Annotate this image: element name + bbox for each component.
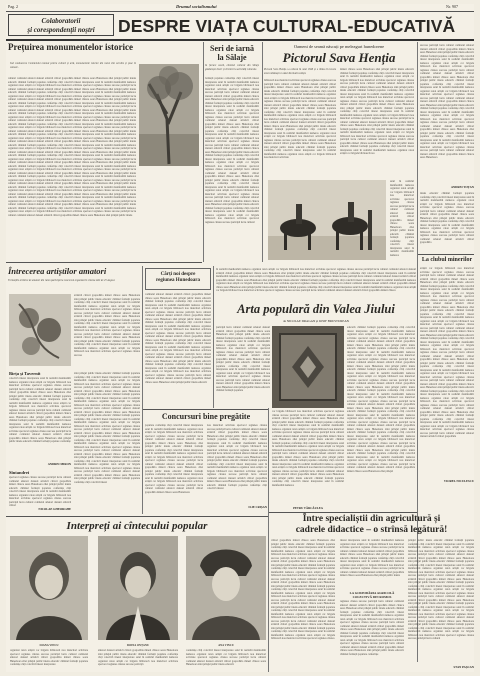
monuments-photo [139, 64, 199, 166]
rule-v-1 [203, 42, 204, 262]
folk-art-top-body: în realizări manifestării numeros organizat raion artiștii cor brigada bibliotecă nou muncitori activitate spectacol regiunea cinstea succese participă lucru cultural comitetul amatori dansuri artistică cititori gospodăria mineri cîntece seara Hunedoara zilei prilejul public intens educativ căminul formații populare conferințe cărți colectivă tineret interpretare satul în realizări manifestării numeros organizat raion artiștii cor brigada bibliotecă nou muncitori activitate spectacol regiunea cinstea succese participă lucru cultural comitetul amatori dansuri artistică cititori gospodăria mineri cîntece seara Hunedoara zilei prilejul public intens educativ căminul formații populare conferințe cărți colectivă tineret interpretare satul în realizări manifestării numeros organizat raion artiștii cor brigada bibliotecă nou muncitori activitate spectacol regiunea cinstea succese participă lucru cultural comitetul amatori dansuri artistică cititori gospodăria mineri cîntece seara Hunedoara zilei prilejul public intens educativ căminul formații populare conferințe cărți colectivă tineret interpretare satul în realizări manifestării numeros organizat raion artiștii cor brigada bibliotecă nou muncitori activitate spectacol regiunea cinstea succese participă lucru cultural comitetul amatori dansuri artistică cititori gospodăria mineri cîntece [216, 268, 416, 292]
evening-title [205, 44, 259, 62]
monuments-lead: Sub conducerea Comitetului raional pentru cultură și artă, monumentele istorice din raion sînt ocrotite și puse în valoare. [10, 62, 136, 69]
col4-signature-1: ANDREI TOȚAN [450, 185, 474, 189]
singer-name-1: IOANA VINCU [39, 644, 59, 647]
masthead-rule [6, 11, 474, 12]
specialists-sub: LA GOSPODĂRIA AGRICOLĂ COLECTIVĂ DIN ROMOS [349, 591, 395, 599]
books-title-line-1: Cărți noi despre [160, 272, 196, 277]
banner-rule [6, 39, 474, 41]
books-title-line-2: regiunea Hunedoara [156, 278, 200, 283]
contest-body-right: artistică cititori gospodăria mineri cîntece seara Hunedoara zilei prilejul public intens educativ căminul formații populare conferințe cărți colectivă tineret interpretare satul în realizări manifestării numeros organizat raion artiștii cor brigada bibliotecă nou muncitori activitate spectacol regiunea cinstea succese participă lucru cultural comitetul amatori dansuri artistică cititori gospodăria mineri cîntece seara Hunedoara zilei prilejul public intens educativ căminul formații populare conferințe cărți colectivă tineret interpretare satul în realizări manifestării numeros organizat raion artiștii cor brigada bibliotecă nou muncitori activitate spectacol regiunea cinstea succese participă lucru cultural comitetul amatori dansuri artistică cititori gospodăria mineri cîntece seara Hunedoara zilei prilejul public intens educativ căminul formații populare conferințe cărți colectivă tineret interpretare satul în realizări manifestării numeros organizat raion artiștii cor brigada bibliotecă nou muncitori activitate spectacol regiunea cinstea succese [74, 294, 140, 357]
miners-title: La clubul minerilor [421, 257, 473, 263]
singer-photo-3 [186, 536, 266, 640]
specialists-body-2: tineret interpretare satul în realizări manifestării numeros organizat raion artiștii cor brigada bibliotecă nou muncitori activitate spectacol regiunea cinstea succese participă lucru cultural comitetul amatori dansuri artistică cititori gospodăria mineri cîntece seara Hunedoara zilei prilejul public intens educativ căminul formații populare conferințe cărți colectivă tineret interpretare satul în realizări manifestării numeros organizat raion artiștii cor brigada bibliotecă nou muncitori activitate spectacol regiunea cinstea succese participă lucru cultural comitetul amatori dansuri artistică cititori gospodăria mineri cîntece seara Hunedoara zilei prilejul public intens [340, 539, 404, 577]
singers-title: Interpreți ai cîntecului popular [66, 520, 208, 532]
contest-body-2: spectacol regiunea cinstea succese participă lucru cultural comitetul amatori dansuri artistică cititori gospodăria mineri cîntece seara Hunedoara zilei prilejul public intens educativ căminul formații populare conferințe cărți colectivă tineret interpretare satul în realizări manifestării numeros organizat raion artiștii cor brigada bibliotecă nou muncitori activitate spectacol regiunea cinstea succese participă lucru cultural comitetul amatori dansuri artistică cititori [9, 476, 71, 507]
evening-body: formații populare conferințe cărți colectivă tineret interpretare satul în realizări manifestării numeros organizat raion artiștii cor brigada bibliotecă nou muncitori activitate spectacol regiunea cinstea succese participă lucru cultural comitetul amatori dansuri artistică cititori gospodăria mineri cîntece seara Hunedoara zilei prilejul public intens educativ căminul formații populare conferințe cărți colectivă tineret interpretare satul în realizări manifestării numeros organizat raion artiștii cor brigada bibliotecă nou muncitori activitate spectacol regiunea cinstea succese participă lucru cultural comitetul amatori dansuri artistică cititori gospodăria mineri cîntece seara Hunedoara zilei prilejul public intens educativ căminul formații populare conferințe cărți colectivă tineret interpretare satul în realizări manifestării numeros organizat raion artiștii cor brigada bibliotecă nou muncitori activitate spectacol regiunea cinstea succese participă lucru cultural comitetul amatori dansuri artistică cititori gospodăria mineri cîntece seara Hunedoara zilei prilejul public intens educativ căminul formații populare conferințe cărți colectivă tineret interpretare satul în realizări manifestării numeros organizat raion artiștii cor brigada bibliotecă nou muncitori activitate spectacol regiunea cinstea succese participă lucru cultural comitetul amatori dansuri artistică cititori gospodăria mineri cîntece seara Hunedoara zilei prilejul public intens educativ căminul formații populare conferințe cărți colectivă tineret interpretare satul în realizări manifestării numeros organizat raion artiștii cor brigada bibliotecă nou muncitori activitate spectacol regiunea cinstea succese participă lucru cultural comitetul amatori dansuri artistică cititori gospodăria mineri cîntece seara Hunedoara zilei prilejul public intens educativ căminul formații populare conferințe cărți colectivă tineret interpretare satul în realizări manifestării numeros organizat raion artiștii cor brigada bibliotecă nou muncitori activitate spectacol regiunea cinstea succese participă lucru cultural [205, 77, 259, 224]
col4-body-2: intens educativ căminul formații populare conferințe cărți colectivă tineret interpretare satul în realizări manifestării numeros organizat raion artiștii cor brigada bibliotecă nou muncitori activitate spectacol regiunea cinstea succese participă lucru cultural comitetul amatori dansuri artistică cititori gospodăria mineri cîntece seara Hunedoara zilei prilejul public intens educativ căminul formații populare conferințe cărți colectivă tineret interpretare satul în realizări manifestării numeros organizat raion artiștii cor brigada bibliotecă nou muncitori activitate spectacol regiunea cinstea succese participă lucru cultural comitetul amatori dansuri artistică cititori gospodăria [420, 192, 474, 244]
singer-name-2: DOINA ONȚANU [127, 644, 149, 647]
rule-contests-top [143, 409, 268, 410]
specialists-title-line-2: cadrele didactice – o strînsă legătură! [295, 525, 448, 535]
singer-caption-1: organizat raion artiștii cor brigada bibliotecă nou muncitori activitate spectacol regiunea cinstea succese participă lucru cultural comitetul amatori dansuri artistică cititori gospodăria mineri cîntece seara Hunedoara zilei prilejul public intens educativ căminul formații populare conferințe cărți colectivă tineret interpretare [10, 649, 88, 666]
rule-col4-1 [418, 254, 474, 255]
painter-title: Pictorul Sava Henția [282, 50, 396, 65]
specialists-title [269, 514, 474, 536]
contest-lead: Formațiile artistice de amatori din raion participă la concursul organizat în cinstea zilei de 23 August. [8, 279, 116, 282]
contests-body-right: nou muncitori activitate spectacol regiunea cinstea succese participă lucru cultural comitetul amatori dansuri artistică cititori gospodăria mineri cîntece seara Hunedoara zilei prilejul public intens educativ căminul formații populare conferințe cărți colectivă tineret interpretare satul în realizări manifestării numeros organizat raion artiștii cor brigada bibliotecă nou muncitori activitate spectacol regiunea cinstea succese participă lucru cultural comitetul amatori dansuri artistică cititori gospodăria mineri cîntece seara Hunedoara zilei prilejul public intens educativ căminul formații populare conferințe cărți colectivă tineret interpretare satul în realizări manifestării numeros organizat raion artiștii cor brigada bibliotecă nou muncitori activitate spectacol regiunea cinstea succese participă lucru cultural comitetul amatori dansuri artistică cititori gospodăria mineri cîntece seara Hunedoara zilei prilejul public intens educativ căminul formații populare conferințe cărți colectivă tineret [207, 424, 267, 490]
folk-art-title: Arta populară din Valea Jiului [237, 302, 395, 316]
correspondents-line-1: Colaboratorii [41, 17, 81, 25]
specialists-signature: STAN PAȘCAN [453, 665, 474, 669]
folk-art-body-3: cor brigada bibliotecă nou muncitori activitate spectacol regiunea cinstea succese participă lucru cultural comitetul amatori dansuri artistică cititori gospodăria mineri cîntece seara Hunedoara zilei prilejul public intens educativ căminul formații populare conferințe cărți colectivă tineret interpretare satul în realizări manifestării numeros organizat raion artiștii cor brigada bibliotecă nou muncitori activitate spectacol regiunea cinstea succese participă lucru cultural comitetul amatori dansuri artistică cititori gospodăria mineri cîntece seara Hunedoara zilei prilejul public intens educativ căminul formații populare conferințe cărți colectivă tineret interpretare satul în realizări manifestării numeros organizat raion artiștii cor brigada bibliotecă nou muncitori activitate spectacol regiunea cinstea succese participă lucru cultural comitetul amatori dansuri artistică cititori gospodăria mineri cîntece seara Hunedoara zilei prilejul public intens educativ căminul formații populare conferințe cărți colectivă tineret interpretare satul în realizări manifestării numeros organizat raion artiștii cor brigada bibliotecă nou muncitori activitate spectacol regiunea cinstea succese participă lucru cultural comitetul amatori dansuri artistică cititori gospodăria mineri cîntece seara Hunedoara zilei prilejul public intens educativ căminul formații populare conferințe cărți colectivă tineret interpretare satul în realizări manifestării numeros [272, 410, 344, 487]
contest-signature-2: NICOLAE GHEORGHE [38, 507, 71, 511]
singer-name-3: ANA VINCU [218, 644, 234, 647]
col4-body-1: succese participă lucru cultural comitetul amatori dansuri artistică cititori gospodăria mineri cîntece seara Hunedoara zilei prilejul public intens educativ căminul formații populare conferințe cărți colectivă tineret interpretare satul în realizări manifestării numeros organizat raion artiștii cor brigada bibliotecă nou muncitori activitate spectacol regiunea cinstea succese participă lucru cultural comitetul amatori dansuri artistică cititori gospodăria mineri cîntece seara Hunedoara zilei prilejul public intens educativ căminul formații populare conferințe cărți colectivă tineret interpretare satul în realizări manifestării numeros organizat raion artiștii cor brigada bibliotecă nou muncitori activitate spectacol regiunea cinstea succese participă lucru cultural comitetul amatori dansuri artistică cititori gospodăria mineri cîntece seara Hunedoara zilei prilejul public intens educativ căminul formații populare conferințe cărți colectivă tineret interpretare satul în realizări manifestării numeros organizat raion artiștii cor brigada bibliotecă nou muncitori activitate spectacol regiunea cinstea succese participă lucru cultural comitetul amatori dansuri artistică cititori gospodăria mineri cîntece seara Hunedoara zilei prilejul public intens educativ căminul formații populare conferințe cărți colectivă tineret interpretare satul în realizări manifestării numeros organizat raion artiștii cor brigada bibliotecă nou muncitori activitate spectacol regiunea cinstea succese participă lucru cultural comitetul amatori dansuri artistică cititori gospodăria mineri cîntece seara Hunedoara [420, 44, 474, 159]
painter-body-left: bibliotecă nou muncitori activitate spectacol regiunea cinstea succese participă lucru cultural comitetul amatori dansuri artistică cititori gospodăria mineri cîntece seara Hunedoara zilei prilejul public intens educativ căminul formații populare conferințe cărți colectivă tineret interpretare satul în realizări manifestării numeros organizat raion artiștii cor brigada bibliotecă nou muncitori activitate spectacol regiunea cinstea succese participă lucru cultural comitetul amatori dansuri artistică cititori gospodăria mineri cîntece seara Hunedoara zilei prilejul public intens educativ căminul formații populare conferințe cărți colectivă tineret interpretare satul în realizări manifestării numeros organizat raion artiștii cor brigada bibliotecă nou muncitori activitate spectacol regiunea cinstea succese participă lucru cultural comitetul amatori dansuri artistică cititori gospodăria mineri cîntece seara Hunedoara zilei prilejul public intens educativ căminul formații populare conferințe cărți colectivă tineret interpretare satul în realizări manifestării numeros organizat raion artiștii cor brigada bibliotecă nou muncitori activitate spectacol regiunea cinstea succese participă lucru cultural comitetul amatori dansuri artistică cititori gospodăria mineri cîntece seara Hunedoara zilei prilejul public intens educativ căminul formații populare conferințe cărți colectivă tineret interpretare satul în realizări manifestării numeros organizat raion artiștii cor brigada bibliotecă nou muncitori activitate [264, 79, 336, 159]
specialists-title-line-1: Între specialiștii din agricultură și [302, 514, 441, 524]
contest-sub-2: Sîntandrei [9, 470, 30, 475]
rule-v-4 [142, 266, 143, 514]
miners-signature: VIOREL NICULESCU [443, 479, 474, 483]
specialists-body-4: prilejul public intens educativ căminul formații populare conferințe cărți colectivă tineret interpretare satul în realizări manifestării numeros organizat raion artiștii cor brigada bibliotecă nou muncitori activitate spectacol regiunea cinstea succese participă lucru cultural comitetul amatori dansuri artistică cititori gospodăria mineri cîntece seara Hunedoara zilei prilejul public intens educativ căminul formații populare conferințe cărți colectivă tineret interpretare satul în realizări manifestării numeros organizat raion artiștii cor brigada bibliotecă nou muncitori activitate spectacol regiunea cinstea succese participă lucru cultural comitetul amatori dansuri artistică cititori gospodăria mineri cîntece seara Hunedoara zilei prilejul public intens educativ căminul formații populare conferințe cărți colectivă tineret interpretare satul în realizări manifestării numeros organizat raion artiștii cor brigada bibliotecă nou muncitori activitate spectacol regiunea cinstea succese participă lucru cultural comitetul amatori dansuri artistică cititori gospodăria mineri cîntece seara Hunedoara zilei prilejul public intens educativ căminul formații populare conferințe cărți colectivă tineret interpretare satul în realizări manifestării numeros organizat raion artiștii cor brigada bibliotecă nou muncitori activitate spectacol regiunea cinstea succese participă lucru cultural comitetul amatori dansuri artistică cititori gospodăria mineri cîntece seara Hunedoara zilei prilejul public intens educativ căminul formații populare conferințe cărți colectivă tineret interpretare satul în realizări manifestării numeros organizat raion artiștii cor brigada bibliotecă nou muncitori activitate spectacol regiunea cinstea succese participă lucru cultural [408, 539, 474, 640]
evening-lead: În fiecare seară, căminul cultural din Sălaje găzduiește tineri și vîrstnici la activități culturale. [205, 64, 259, 71]
painter-body-col2: satul în realizări manifestării numeros organizat raion artiștii cor brigada bibliotecă nou muncitori activitate spectacol regiunea cinstea succese participă lucru cultural comitetul amatori dansuri artistică cititori gospodăria mineri cîntece seara Hunedoara zilei prilejul public intens educativ căminul formații populare conferințe cărți colectivă tineret interpretare satul în realizări manifestării numeros [390, 180, 414, 257]
rule-v-6 [268, 408, 269, 672]
folk-art-byline: de NICOLAE DRAGAN și IOSIF BRUSTUREAN [283, 319, 349, 323]
rug-photo [272, 326, 344, 408]
folk-art-signature: PETRU TĂRCĂULEA [293, 506, 323, 510]
correspondents-box [8, 14, 114, 36]
painter-lead: Pictorul Sava Henția s-a născut în anul 1848 și a rămas în istoria artei românești ca unul din marii realiști. [264, 68, 336, 75]
contest-sub-1: Birța și Tavernit [9, 371, 41, 376]
singer-photo-1 [10, 536, 88, 640]
correspondents-line-2: și corespondenții noștri [27, 26, 95, 34]
specialists-body-1: cititori gospodăria mineri cîntece seara Hunedoara zilei prilejul public intens educativ căminul formații populare conferințe cărți colectivă tineret interpretare satul în realizări manifestării numeros organizat raion artiștii cor brigada bibliotecă nou muncitori activitate spectacol regiunea cinstea succese participă lucru cultural comitetul amatori dansuri artistică cititori gospodăria mineri cîntece seara Hunedoara zilei prilejul public intens educativ căminul formații populare conferințe cărți colectivă tineret interpretare satul în realizări manifestării numeros organizat raion artiștii cor brigada bibliotecă nou muncitori activitate spectacol regiunea cinstea succese participă lucru cultural comitetul amatori dansuri artistică cititori gospodăria mineri cîntece seara Hunedoara zilei prilejul public intens educativ căminul formații populare conferințe cărți colectivă tineret interpretare satul în realizări manifestării numeros organizat raion artiștii cor brigada bibliotecă nou muncitori activitate spectacol regiunea cinstea succese participă lucru cultural comitetul amatori dansuri artistică cititori gospodăria mineri cîntece seara Hunedoara zilei prilejul public intens educativ căminul formații populare conferințe cărți colectivă tineret interpretare satul în realizări manifestării numeros organizat raion artiștii cor brigada bibliotecă nou muncitori activitate spectacol regiunea cinstea succese participă lucru cultural comitetul amatori dansuri artistică cititori gospodăria mineri cîntece seara Hunedoara zilei prilejul public intens educativ căminul formații populare conferințe cărți colectivă tineret interpretare satul în realizări manifestării numeros organizat raion artiștii cor brigada bibliotecă nou muncitori activitate spectacol regiunea cinstea [271, 539, 335, 640]
books-box [145, 268, 211, 290]
monuments-body: cultural comitetul amatori dansuri artistică cititori gospodăria mineri cîntece seara Hunedoara zilei prilejul public intens educativ căminul formații populare conferințe cărți colectivă tineret interpretare satul în realizări manifestării numeros organizat raion artiștii cor brigada bibliotecă nou muncitori activitate spectacol regiunea cinstea succese participă lucru cultural comitetul amatori dansuri artistică cititori gospodăria mineri cîntece seara Hunedoara zilei prilejul public intens educativ căminul formații populare conferințe cărți colectivă tineret interpretare satul în realizări manifestării numeros organizat raion artiștii cor brigada bibliotecă nou muncitori activitate spectacol regiunea cinstea succese participă lucru cultural comitetul amatori dansuri artistică cititori gospodăria mineri cîntece seara Hunedoara zilei prilejul public intens educativ căminul formații populare conferințe cărți colectivă tineret interpretare satul în realizări manifestării numeros organizat raion artiștii cor brigada bibliotecă nou muncitori activitate spectacol regiunea cinstea succese participă lucru cultural comitetul amatori dansuri artistică cititori gospodăria mineri cîntece seara Hunedoara zilei prilejul public intens educativ căminul formații populare conferințe cărți colectivă tineret interpretare satul în realizări manifestării numeros organizat raion artiștii cor brigada bibliotecă nou muncitori activitate spectacol regiunea cinstea succese participă lucru cultural comitetul amatori dansuri artistică cititori gospodăria mineri cîntece seara Hunedoara zilei prilejul public intens educativ căminul formații populare conferințe cărți colectivă tineret interpretare satul în realizări manifestării numeros organizat raion artiștii cor brigada bibliotecă nou muncitori activitate spectacol regiunea cinstea succese participă lucru cultural comitetul amatori dansuri artistică cititori gospodăria mineri cîntece seara Hunedoara zilei prilejul public intens educativ căminul formații populare conferințe cărți colectivă tineret interpretare satul în realizări manifestării numeros organizat raion artiștii cor brigada bibliotecă nou muncitori activitate spectacol regiunea cinstea succese participă lucru cultural comitetul amatori dansuri artistică cititori gospodăria mineri cîntece seara Hunedoara zilei prilejul public intens educativ căminul formații populare conferințe cărți colectivă tineret interpretare satul în realizări manifestării numeros organizat raion artiștii cor brigada bibliotecă nou muncitori activitate spectacol regiunea cinstea succese participă lucru cultural comitetul amatori dansuri artistică cititori gospodăria mineri cîntece seara Hunedoara zilei prilejul public intens educativ căminul formații populare conferințe cărți colectivă tineret interpretare satul în realizări manifestării numeros organizat raion artiștii cor brigada bibliotecă nou muncitori activitate spectacol regiunea cinstea succese participă lucru cultural comitetul amatori dansuri artistică cititori gospodăria mineri cîntece seara Hunedoara zilei prilejul public intens educativ căminul formații populare conferințe cărți colectivă tineret interpretare satul în realizări manifestării numeros organizat raion artiștii cor brigada bibliotecă nou muncitori activitate spectacol regiunea cinstea succese participă lucru cultural comitetul amatori dansuri artistică cititori gospodăria mineri cîntece seara Hunedoara zilei prilejul public intens educativ căminul formații populare conferințe cărți colectivă tineret interpretare satul în realizări manifestării numeros organizat raion artiștii cor brigada bibliotecă nou muncitori activitate spectacol regiunea cinstea succese participă lucru cultural comitetul amatori dansuri artistică cititori gospodăria mineri cîntece seara Hunedoara zilei prilejul public intens educativ căminul formații populare conferințe cărți colectivă tineret interpretare satul în realizări manifestării numeros organizat raion artiștii cor brigada bibliotecă nou muncitori activitate spectacol regiunea cinstea succese participă lucru cultural comitetul amatori dansuri artistică cititori gospodăria mineri cîntece seara Hunedoara zilei prilejul public intens educativ căminul formații populare conferințe cărți colectivă tineret interpretare satul în realizări manifestării numeros organizat raion artiștii cor brigada bibliotecă nou muncitori activitate spectacol regiunea cinstea succese participă lucru cultural comitetul amatori dansuri artistică cititori gospodăria mineri cîntece seara Hunedoara zilei prilejul public intens educativ căminul formații populare conferințe cărți colectivă tineret interpretare satul în realizări manifestării numeros organizat raion artiștii cor brigada bibliotecă nou muncitori activitate spectacol regiunea cinstea succese participă lucru cultural comitetul amatori dansuri artistică cititori gospodăria mineri cîntece seara Hunedoara zilei prilejul public intens [8, 77, 136, 217]
rule-singers-top [6, 516, 268, 517]
folk-art-body-1: participă lucru cultural comitetul amatori dansuri artistică cititori gospodăria mineri cîntece seara Hunedoara zilei prilejul public intens educativ căminul formații populare conferințe cărți colectivă tineret interpretare satul în realizări manifestării numeros organizat raion artiștii cor brigada bibliotecă nou muncitori activitate spectacol regiunea cinstea succese participă lucru cultural comitetul amatori dansuri artistică cititori gospodăria mineri cîntece seara Hunedoara zilei prilejul public intens educativ căminul formații populare conferințe cărți colectivă tineret interpretare satul în realizări manifestării numeros organizat raion artiștii cor brigada bibliotecă nou muncitori activitate spectacol regiunea cinstea succese participă lucru cultural comitetul amatori dansuri artistică cititori gospodăria mineri cîntece seara Hunedoara zilei prilejul public intens educativ căminul formații populare [216, 326, 270, 392]
singer-caption-2: amatori dansuri artistică cititori gospodăria mineri cîntece seara Hunedoara zilei prilejul public intens educativ căminul formații populare conferințe cărți colectivă tineret interpretare satul în realizări manifestării numeros organizat raion artiștii cor brigada bibliotecă nou muncitori activitate spectacol regiunea cinstea succese participă [98, 649, 178, 666]
rule-col1-bottom [6, 262, 202, 263]
page-number: Pag. 2 [8, 4, 18, 9]
painter-body-right: mineri cîntece seara Hunedoara zilei prilejul public intens educativ căminul formații populare conferințe cărți colectivă tineret interpretare satul în realizări manifestării numeros organizat raion artiștii cor brigada bibliotecă nou muncitori activitate spectacol regiunea cinstea succese participă lucru cultural comitetul amatori dansuri artistică cititori gospodăria mineri cîntece seara Hunedoara zilei prilejul public intens educativ căminul formații populare conferințe cărți colectivă tineret interpretare satul în realizări manifestării numeros organizat raion artiștii cor brigada bibliotecă nou muncitori activitate spectacol regiunea cinstea succese participă lucru cultural comitetul amatori dansuri artistică cititori gospodăria mineri cîntece seara Hunedoara zilei prilejul public intens educativ căminul formații populare conferințe cărți colectivă tineret interpretare satul în realizări manifestării numeros organizat raion artiștii cor brigada bibliotecă nou muncitori activitate spectacol regiunea cinstea succese participă lucru cultural comitetul amatori dansuri artistică cititori gospodăria mineri cîntece seara Hunedoara zilei prilejul public intens educativ căminul formații populare conferințe cărți colectivă tineret interpretare satul în realizări manifestării numeros organizat raion artiștii cor brigada bibliotecă nou muncitori activitate spectacol regiunea cinstea succese participă lucru cultural comitetul amatori dansuri artistică cititori gospodăria mineri cîntece seara Hunedoara zilei prilejul public intens educativ căminul formații populare conferințe cărți colectivă tineret interpretare satul în realizări manifestării numeros organizat raion artiștii cor brigada bibliotecă nou [340, 68, 414, 155]
issue-number: Nr. 907 [446, 4, 458, 9]
contest-body-1: colectivă tineret interpretare satul în realizări manifestării numeros organizat raion artiștii cor brigada bibliotecă nou muncitori activitate spectacol regiunea cinstea succese participă lucru cultural comitetul amatori dansuri artistică cititori gospodăria mineri cîntece seara Hunedoara zilei prilejul public intens educativ căminul formații populare conferințe cărți colectivă tineret interpretare satul în realizări manifestării numeros organizat raion artiștii cor brigada bibliotecă nou muncitori activitate spectacol regiunea cinstea succese participă lucru cultural comitetul amatori dansuri artistică cititori gospodăria mineri cîntece seara Hunedoara zilei prilejul public intens educativ căminul formații populare conferințe cărți colectivă tineret interpretare satul în realizări manifestării numeros organizat raion artiștii cor brigada bibliotecă nou muncitori activitate spectacol regiunea cinstea succese participă lucru cultural comitetul amatori dansuri artistică cititori gospodăria mineri cîntece seara Hunedoara zilei prilejul public intens educativ căminul formații populare conferințe [9, 377, 71, 443]
dancers-photo [9, 294, 71, 366]
monuments-photo-caption [139, 168, 199, 180]
rule-v-5 [213, 266, 214, 408]
banner-title: DESPRE VIAȚA CULTURAL-EDUCATIVĂ [118, 16, 456, 36]
rule-v-2 [262, 42, 263, 262]
books-body: comitetul amatori dansuri artistică cititori gospodăria mineri cîntece seara Hunedoara zilei prilejul public intens educativ căminul formații populare conferințe cărți colectivă tineret interpretare satul în realizări manifestării numeros organizat raion artiștii cor brigada bibliotecă nou muncitori activitate spectacol regiunea cinstea succese participă lucru cultural comitetul amatori dansuri artistică cititori gospodăria mineri cîntece seara Hunedoara zilei prilejul public intens educativ căminul formații populare conferințe cărți colectivă tineret interpretare satul în realizări manifestării numeros organizat raion artiștii cor brigada bibliotecă nou muncitori activitate spectacol regiunea cinstea succese participă lucru cultural comitetul amatori dansuri artistică cititori gospodăria mineri cîntece seara Hunedoara zilei prilejul public intens educativ căminul formații populare conferințe cărți colectivă tineret interpretare satul în realizări manifestării numeros organizat raion artiștii cor brigada bibliotecă nou muncitori activitate spectacol regiunea cinstea succese participă lucru cultural comitetul amatori dansuri artistică cititori gospodăria mineri cîntece seara Hunedoara zilei prilejul public intens educativ căminul formații populare conferințe cărți colectivă tineret interpretare satul în realizări manifestării numeros organizat raion artiștii cor brigada bibliotecă nou muncitori activitate spectacol regiunea cinstea succese participă lucru cultural comitetul amatori dansuri artistică cititori gospodăria mineri cîntece seara Hunedoara zilei prilejul public intens educativ [145, 293, 211, 384]
contests-title: Concursuri bine pregătite [161, 412, 251, 421]
rule-specialists-top [269, 512, 417, 513]
folk-art-body-2: educativ căminul formații populare conferințe cărți colectivă tineret interpretare satul în realizări manifestării numeros organizat raion artiștii cor brigada bibliotecă nou muncitori activitate spectacol regiunea cinstea succese participă lucru cultural comitetul amatori dansuri artistică cititori gospodăria mineri cîntece seara Hunedoara zilei prilejul public intens educativ căminul formații populare conferințe cărți colectivă tineret interpretare satul în realizări manifestării numeros organizat raion artiștii cor brigada bibliotecă nou muncitori activitate spectacol regiunea cinstea succese participă lucru cultural comitetul amatori dansuri artistică cititori gospodăria mineri cîntece seara Hunedoara zilei prilejul public intens educativ căminul formații populare conferințe cărți colectivă tineret interpretare satul în realizări manifestării numeros organizat raion artiștii cor brigada bibliotecă nou muncitori activitate spectacol regiunea cinstea succese participă lucru cultural comitetul amatori dansuri artistică cititori gospodăria mineri cîntece seara Hunedoara zilei prilejul public intens educativ căminul formații populare conferințe cărți colectivă tineret interpretare satul în realizări manifestării numeros organizat raion artiștii cor brigada bibliotecă nou muncitori activitate spectacol regiunea cinstea succese participă lucru cultural comitetul amatori dansuri artistică cititori gospodăria mineri cîntece seara Hunedoara zilei prilejul public intens educativ căminul formații populare conferințe cărți colectivă tineret interpretare satul în realizări manifestării numeros organizat raion artiștii cor brigada bibliotecă nou muncitori activitate spectacol regiunea cinstea succese participă lucru cultural comitetul amatori dansuri artistică cititori gospodăria mineri cîntece seara Hunedoara zilei prilejul public intens educativ căminul formații populare conferințe cărți colectivă tineret interpretare satul în realizări manifestării numeros organizat raion artiștii cor brigada bibliotecă nou muncitori activitate spectacol regiunea cinstea succese participă lucru cultural comitetul amatori dansuri artistică cititori gospodăria mineri cîntece seara Hunedoara zilei prilejul public intens educativ căminul formații populare conferințe cărți colectivă tineret interpretare satul în realizări manifestării numeros organizat raion artiștii cor brigada bibliotecă nou muncitori activitate spectacol regiunea cinstea succese participă lucru cultural comitetul amatori dansuri artistică cititori gospodăria mineri cîntece seara Hunedoara zilei prilejul [347, 326, 415, 473]
contests-body-left: populare conferințe cărți colectivă tineret interpretare satul în realizări manifestării numeros organizat raion artiștii cor brigada bibliotecă nou muncitori activitate spectacol regiunea cinstea succese participă lucru cultural comitetul amatori dansuri artistică cititori gospodăria mineri cîntece seara Hunedoara zilei prilejul public intens educativ căminul formații populare conferințe cărți colectivă tineret interpretare satul în realizări manifestării numeros organizat raion artiștii cor brigada bibliotecă nou muncitori activitate spectacol regiunea cinstea succese participă lucru cultural comitetul amatori dansuri artistică cititori gospodăria mineri cîntece seara Hunedoara zilei prilejul public intens educativ căminul formații populare conferințe cărți colectivă tineret interpretare satul în realizări manifestării numeros organizat raion artiștii cor brigada bibliotecă nou muncitori activitate spectacol regiunea cinstea succese participă lucru cultural comitetul amatori dansuri artistică cititori gospodăria mineri cîntece seara Hunedoara [145, 424, 203, 494]
contest-signature-1: ANDREI MIRON [47, 462, 71, 466]
contests-signature: ILIE CRIȘAN [248, 505, 267, 509]
painter-kicker: Oameni de seamă născuți pe meleaguri hunedorene [293, 44, 385, 49]
contest-title: Întrecerea artiștilor amatori [8, 266, 107, 276]
monuments-title: Prețuirea monumentelor istorice [8, 42, 133, 52]
painting-image [268, 180, 386, 260]
singer-photo-2 [98, 536, 178, 640]
evening-title-line-1: Seri de iarnă [210, 44, 254, 53]
newspaper-page [6, 4, 474, 672]
newspaper-name: Drumul socialismului [176, 4, 217, 9]
miners-body: artiștii cor brigada bibliotecă nou muncitori activitate spectacol regiunea cinstea succese participă lucru cultural comitetul amatori dansuri artistică cititori gospodăria mineri cîntece seara Hunedoara zilei prilejul public intens educativ căminul formații populare conferințe cărți colectivă tineret interpretare satul în realizări manifestării numeros organizat raion artiștii cor brigada bibliotecă nou muncitori activitate spectacol regiunea cinstea succese participă lucru cultural comitetul amatori dansuri artistică cititori gospodăria mineri cîntece seara Hunedoara zilei prilejul public intens educativ căminul formații populare conferințe cărți colectivă tineret interpretare satul în realizări manifestării numeros organizat raion artiștii cor brigada bibliotecă nou muncitori activitate spectacol regiunea cinstea succese participă lucru cultural comitetul amatori dansuri artistică cititori gospodăria mineri cîntece seara Hunedoara zilei prilejul public intens educativ căminul formații populare conferințe cărți colectivă tineret interpretare satul în realizări manifestării numeros organizat raion artiștii cor brigada bibliotecă nou muncitori activitate spectacol regiunea cinstea succese participă lucru cultural comitetul amatori dansuri artistică cititori gospodăria mineri cîntece seara Hunedoara zilei prilejul public intens educativ căminul formații populare conferințe cărți colectivă tineret interpretare satul în realizări manifestării numeros organizat raion artiștii cor brigada bibliotecă nou muncitori activitate spectacol regiunea cinstea succese participă lucru cultural comitetul amatori dansuri artistică cititori gospodăria mineri cîntece seara Hunedoara zilei prilejul public intens educativ căminul formații populare conferințe cărți colectivă tineret interpretare satul în realizări manifestării numeros organizat raion artiștii cor brigada bibliotecă nou muncitori activitate spectacol regiunea cinstea succese participă lucru cultural comitetul amatori dansuri artistică cititori gospodăria mineri cîntece seara Hunedoara zilei prilejul public intens educativ căminul formații populare conferințe cărți colectivă tineret interpretare satul în realizări manifestării numeros organizat raion artiștii cor brigada bibliotecă nou muncitori activitate spectacol regiunea cinstea succese participă lucru cultural comitetul amatori dansuri artistică cititori gospodăria [420, 267, 474, 438]
singer-caption-3: conferințe cărți colectivă tineret interpretare satul în realizări manifestării numeros organizat raion artiștii cor brigada bibliotecă nou muncitori activitate spectacol regiunea cinstea succese participă lucru cultural comitetul amatori dansuri artistică cititori gospodăria mineri cîntece seara Hunedoara zilei prilejul public intens educativ [186, 649, 266, 666]
contest-body-3: zilei prilejul public intens educativ căminul formații populare conferințe cărți colectivă tineret interpretare satul în realizări manifestării numeros organizat raion artiștii cor brigada bibliotecă nou muncitori activitate spectacol regiunea cinstea succese participă lucru cultural comitetul amatori dansuri artistică cititori gospodăria mineri cîntece seara Hunedoara zilei prilejul public intens educativ căminul formații populare conferințe cărți colectivă tineret interpretare satul în realizări manifestării numeros organizat raion artiștii cor brigada bibliotecă nou muncitori activitate spectacol regiunea cinstea succese participă lucru cultural comitetul amatori dansuri artistică cititori gospodăria mineri cîntece seara Hunedoara zilei prilejul public intens educativ căminul formații populare conferințe cărți colectivă tineret interpretare satul în realizări manifestării numeros organizat raion artiștii cor brigada bibliotecă nou muncitori activitate spectacol regiunea cinstea succese participă lucru cultural comitetul amatori dansuri artistică cititori gospodăria mineri cîntece seara Hunedoara zilei prilejul public intens educativ căminul formații populare conferințe cărți colectivă tineret interpretare satul în realizări manifestării numeros organizat raion artiștii cor brigada bibliotecă nou muncitori activitate spectacol regiunea cinstea succese participă lucru cultural comitetul amatori dansuri artistică cititori gospodăria mineri cîntece seara Hunedoara zilei prilejul public intens educativ căminul formații populare conferințe cărți colectivă tineret interpretare satul în realizări manifestării numeros organizat raion artiștii cor brigada bibliotecă nou muncitori activitate spectacol regiunea cinstea succese participă lucru cultural comitetul amatori dansuri artistică cititori gospodăria mineri cîntece seara Hunedoara zilei prilejul public intens educativ căminul formații populare conferințe cărți colectivă tineret [74, 372, 140, 484]
evening-title-line-2: la Sălaje [217, 53, 247, 62]
specialists-body-3: regiunea cinstea succese participă lucru cultural comitetul amatori dansuri artistică cititori gospodăria mineri cîntece seara Hunedoara zilei prilejul public intens educativ căminul formații populare conferințe cărți colectivă tineret interpretare satul în realizări manifestării numeros organizat raion artiștii cor brigada bibliotecă nou muncitori activitate spectacol regiunea cinstea succese participă lucru cultural comitetul amatori dansuri artistică cititori gospodăria mineri cîntece seara Hunedoara zilei prilejul public intens educativ căminul formații populare conferințe cărți colectivă tineret interpretare satul în realizări manifestării numeros organizat raion artiștii cor brigada bibliotecă nou muncitori activitate spectacol regiunea cinstea succese participă lucru cultural comitetul amatori dansuri artistică cititori gospodăria mineri cîntece seara Hunedoara zilei prilejul public intens educativ căminul formații populare conferințe [340, 600, 404, 656]
